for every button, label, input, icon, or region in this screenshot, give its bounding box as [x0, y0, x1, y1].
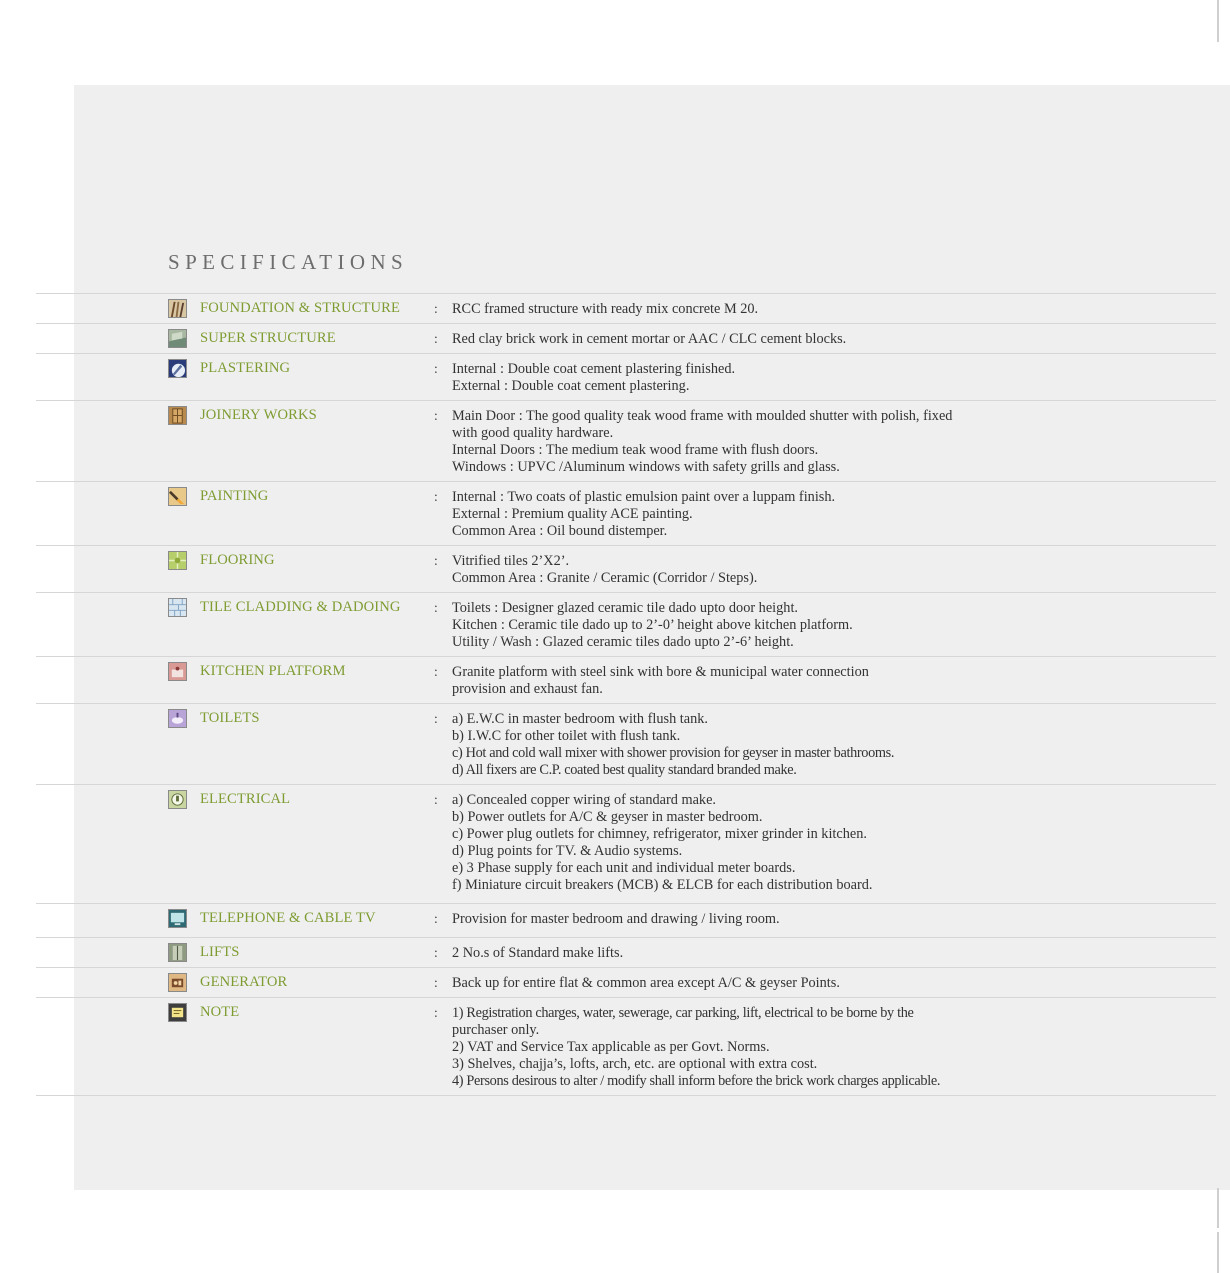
- spec-row: [36, 785, 1216, 904]
- beams-icon: [168, 299, 187, 318]
- page-title: SPECIFICATIONS: [168, 250, 409, 274]
- crop-mark: [1217, 0, 1219, 42]
- door-icon: [168, 406, 187, 425]
- spec-description-line: c) Hot and cold wall mixer with shower provision for geyser in master bathrooms.: [452, 745, 895, 761]
- kitchen-sink-icon: [168, 662, 187, 681]
- spec-description-line: with good quality hardware.: [452, 425, 614, 441]
- spec-label: NOTE: [200, 1004, 240, 1020]
- spec-description-line: provision and exhaust fan.: [452, 681, 603, 697]
- spec-description-line: Internal Doors : The medium teak wood frame with flush doors.: [452, 442, 819, 458]
- spec-description-line: Internal : Double coat cement plastering finished.: [452, 361, 736, 377]
- paint-brush-icon: [168, 487, 187, 506]
- spec-label: PLASTERING: [200, 360, 291, 376]
- spec-row: [36, 294, 1216, 324]
- separator-colon: :: [434, 408, 438, 423]
- spec-description-line: Utility / Wash : Glazed ceramic tiles dado upto 2’-6’ height.: [452, 634, 794, 650]
- separator-colon: :: [434, 664, 438, 679]
- spec-description: [452, 408, 1052, 476]
- separator-colon: :: [434, 711, 438, 726]
- spec-label: KITCHEN PLATFORM: [200, 663, 346, 679]
- spec-label: SUPER STRUCTURE: [200, 330, 336, 346]
- spec-row: [36, 401, 1216, 482]
- spec-description: [452, 664, 1052, 698]
- spec-description-line: d) All fixers are C.P. coated best quality standard branded make.: [452, 762, 797, 778]
- separator-colon: :: [434, 489, 438, 504]
- spec-row: [36, 998, 1216, 1096]
- separator-colon: :: [434, 792, 438, 807]
- spec-description-line: Common Area : Granite / Ceramic (Corridor / Steps).: [452, 570, 758, 586]
- spec-description-line: Kitchen : Ceramic tile dado up to 2’-0’ height above kitchen platform.: [452, 617, 853, 633]
- spec-row: [36, 904, 1216, 938]
- spec-description: [452, 361, 1052, 395]
- floor-tiles-icon: [168, 551, 187, 570]
- spec-row: [36, 482, 1216, 546]
- separator-colon: :: [434, 361, 438, 376]
- spec-description-line: 2 No.s of Standard make lifts.: [452, 945, 624, 961]
- separator-colon: :: [434, 331, 438, 346]
- spec-label: TOILETS: [200, 710, 260, 726]
- spec-description-line: c) Power plug outlets for chimney, refrigerator, mixer grinder in kitchen.: [452, 826, 867, 842]
- spec-list: [0, 293, 1230, 1096]
- spec-description-line: a) Concealed copper wiring of standard make.: [452, 792, 716, 808]
- spec-description: [452, 553, 1052, 587]
- spec-description-line: 1) Registration charges, water, sewerage, car parking, lift, electrical to be borne by the: [452, 1005, 914, 1021]
- brick-wall-icon: [168, 329, 187, 348]
- spec-label: PAINTING: [200, 488, 269, 504]
- spec-description-line: 3) Shelves, chajja’s, lofts, arch, etc. are optional with extra cost.: [452, 1056, 818, 1072]
- note-icon: [168, 1003, 187, 1022]
- spec-row: [36, 324, 1216, 354]
- separator-colon: :: [434, 301, 438, 316]
- spec-row: [36, 704, 1216, 785]
- spec-description-line: RCC framed structure with ready mix concrete M 20.: [452, 301, 759, 317]
- spec-description-line: Common Area : Oil bound distemper.: [452, 523, 668, 539]
- spec-description-line: Granite platform with steel sink with bore & municipal water connection: [452, 664, 869, 680]
- spec-row: [36, 968, 1216, 998]
- separator-colon: :: [434, 600, 438, 615]
- spec-row: [36, 593, 1216, 657]
- spec-label: LIFTS: [200, 944, 240, 960]
- spec-label: GENERATOR: [200, 974, 288, 990]
- spec-row: [36, 546, 1216, 593]
- spec-description-line: Provision for master bedroom and drawing / living room.: [452, 911, 780, 927]
- spec-description-line: b) I.W.C for other toilet with flush tank.: [452, 728, 681, 744]
- spec-description: [452, 975, 1052, 992]
- spec-label: FOUNDATION & STRUCTURE: [200, 300, 401, 316]
- spec-description-line: Red clay brick work in cement mortar or AAC / CLC cement blocks.: [452, 331, 847, 347]
- washbasin-icon: [168, 709, 187, 728]
- spec-description-line: Toilets : Designer glazed ceramic tile dado upto door height.: [452, 600, 798, 616]
- spec-row: [36, 657, 1216, 704]
- spec-description-line: Vitrified tiles 2’X2’.: [452, 553, 570, 569]
- spec-description: [452, 711, 1052, 779]
- television-icon: [168, 909, 187, 928]
- separator-colon: :: [434, 945, 438, 960]
- spec-description-line: Internal : Two coats of plastic emulsion paint over a luppam finish.: [452, 489, 836, 505]
- spec-description-line: Back up for entire flat & common area except A/C & geyser Points.: [452, 975, 840, 991]
- spec-description-line: External : Premium quality ACE painting.: [452, 506, 693, 522]
- wall-tiles-icon: [168, 598, 187, 617]
- spec-description-line: 2) VAT and Service Tax applicable as per Govt. Norms.: [452, 1039, 770, 1055]
- elevator-icon: [168, 943, 187, 962]
- trowel-icon: [168, 359, 187, 378]
- spec-label: FLOORING: [200, 552, 275, 568]
- spec-row: [36, 354, 1216, 401]
- spec-description: [452, 911, 1052, 928]
- crop-mark: [1217, 1232, 1219, 1273]
- spec-description: [452, 600, 1052, 651]
- spec-description: [452, 945, 1052, 962]
- separator-colon: :: [434, 975, 438, 990]
- separator-colon: :: [434, 911, 438, 926]
- crop-mark: [1217, 1188, 1219, 1228]
- spec-description-line: Windows : UPVC /Aluminum windows with safety grills and glass.: [452, 459, 840, 475]
- spec-description-line: e) 3 Phase supply for each unit and individual meter boards.: [452, 860, 796, 876]
- spec-description-line: External : Double coat cement plastering.: [452, 378, 690, 394]
- spec-row: [36, 938, 1216, 968]
- spec-description-line: b) Power outlets for A/C & geyser in master bedroom.: [452, 809, 763, 825]
- spec-label: JOINERY WORKS: [200, 407, 317, 423]
- spec-description: [452, 301, 1052, 318]
- spec-description-line: Main Door : The good quality teak wood frame with moulded shutter with polish, fixed: [452, 408, 953, 424]
- spec-description-line: f) Miniature circuit breakers (MCB) & ELCB for each distribution board.: [452, 877, 873, 893]
- switch-socket-icon: [168, 790, 187, 809]
- spec-description-line: a) E.W.C in master bedroom with flush tank.: [452, 711, 708, 727]
- generator-icon: [168, 973, 187, 992]
- spec-description: [452, 1005, 1052, 1090]
- spec-description: [452, 331, 1052, 348]
- spec-description-line: purchaser only.: [452, 1022, 540, 1038]
- separator-colon: :: [434, 1005, 438, 1020]
- spec-label: TELEPHONE & CABLE TV: [200, 910, 376, 926]
- spec-description-line: 4) Persons desirous to alter / modify shall inform before the brick work charges applicable.: [452, 1073, 941, 1089]
- spec-description-line: d) Plug points for TV. & Audio systems.: [452, 843, 683, 859]
- spec-label: ELECTRICAL: [200, 791, 291, 807]
- spec-label: TILE CLADDING & DADOING: [200, 599, 401, 615]
- spec-description: [452, 792, 1052, 894]
- spec-description: [452, 489, 1052, 540]
- separator-colon: :: [434, 553, 438, 568]
